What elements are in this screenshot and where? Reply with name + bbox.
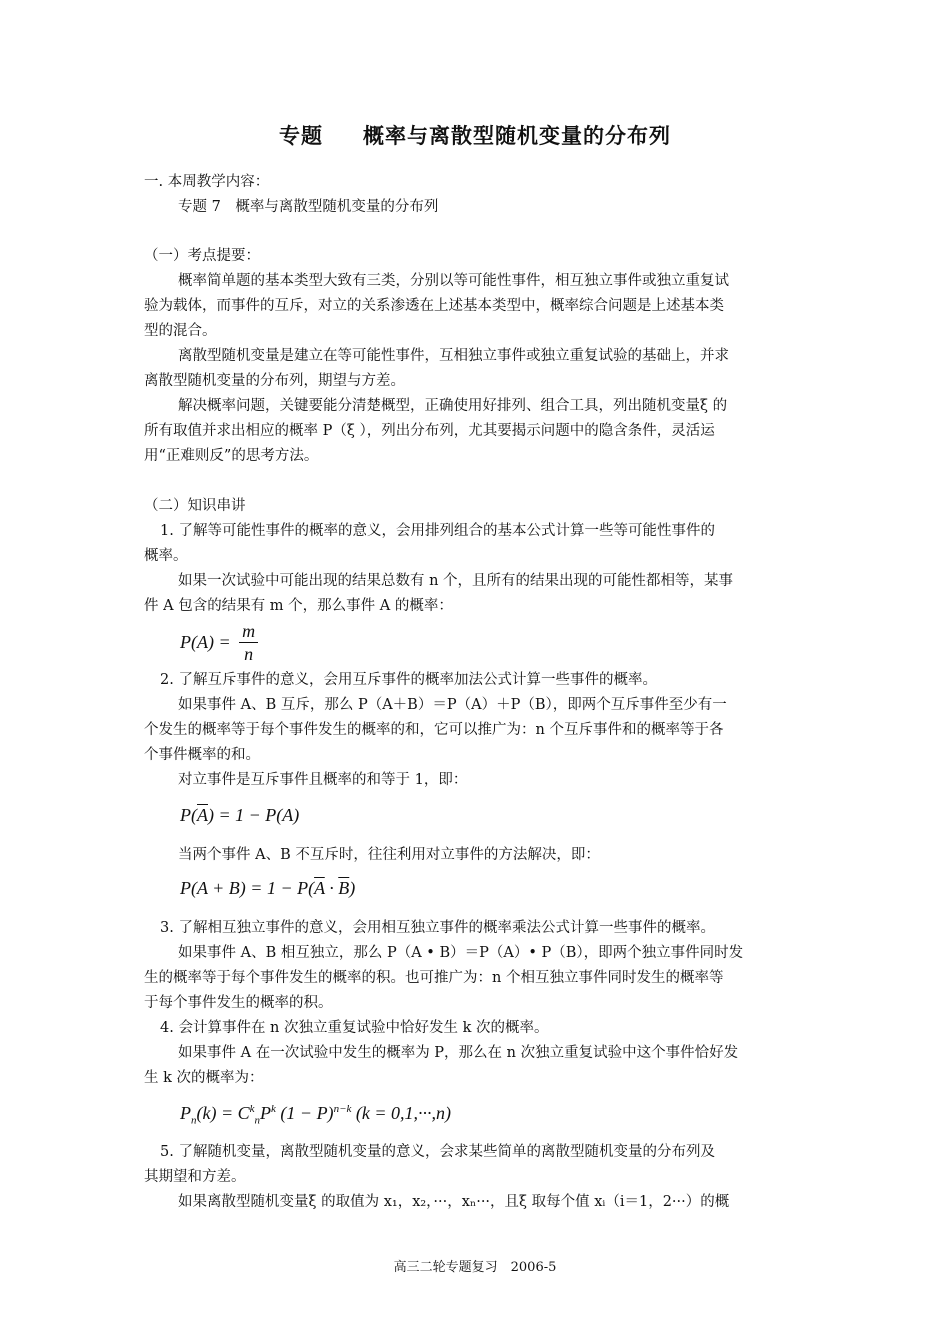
- formula-complement: [180, 805, 299, 826]
- section-heading-1: 一. 本周教学内容：: [144, 174, 270, 190]
- formula-part: $\overline{B}$: [338, 878, 350, 898]
- formula-part: ): [349, 878, 356, 898]
- title-main: 概率与离散型随机变量的分布列: [363, 124, 671, 148]
- formula-part: (k = 0,1,···,n): [351, 1103, 451, 1123]
- paragraph-line: 用“正难则反”的思考方法。: [144, 448, 319, 464]
- paragraph-line: 离散型随机变量的分布列，期望与方差。: [144, 373, 405, 389]
- formula-union-complement: [180, 878, 355, 899]
- list-item-3: 3. 了解相互独立事件的意义，会用相互独立事件的概率乘法公式计算一些事件的概率。: [160, 920, 715, 936]
- formula-binomial: [180, 1103, 451, 1127]
- denominator: n: [244, 644, 254, 664]
- paragraph-line: 件 A 包含的结果有 m 个，那么事件 A 的概率：: [144, 598, 453, 614]
- paragraph-line: 所有取值并求出相应的概率 P（ξ ），列出分布列，尤其要揭示问题中的隐含条件，灵活运: [144, 423, 715, 439]
- formula-part: C: [237, 1103, 250, 1123]
- formula-lhs: P(A) =: [180, 632, 231, 652]
- title-prefix: 专题: [279, 124, 323, 148]
- paragraph-line: 离散型随机变量是建立在等可能性事件，互相独立事件或独立重复试验的基础上，并求: [178, 348, 729, 364]
- formula-equal-probability: [180, 620, 258, 665]
- paragraph-line: 于每个事件发生的概率的积。: [144, 995, 333, 1011]
- formula-sup: n−k: [333, 1103, 352, 1115]
- formula-part: $\overline{A}$: [314, 878, 325, 898]
- formula-sub: n: [254, 1114, 261, 1127]
- list-item-2: 2. 了解互斥事件的意义，会用互斥事件的概率加法公式计算一些事件的概率。: [160, 672, 657, 688]
- numerator: m: [239, 620, 258, 643]
- formula-sub: n: [191, 1114, 197, 1127]
- paragraph-line: 解决概率问题，关键要能分清楚概型，正确使用好排列、组合工具，列出随机变量ξ 的: [178, 398, 728, 414]
- list-item-1: 1. 了解等可能性事件的概率的意义，会用排列组合的基本公式计算一些等可能性事件的: [160, 523, 715, 539]
- formula-part: P: [260, 1103, 272, 1123]
- paragraph-line: 如果事件 A、B 互斥，那么 P（A＋B）＝P（A）＋P（B），即两个互斥事件至少有一: [178, 697, 727, 713]
- formula-part: ) = 1 − P(A): [208, 805, 300, 825]
- paragraph-line: 如果事件 A、B 相互独立，那么 P（A • B）＝P（A）• P（B），即两个独立事件同时发: [178, 945, 744, 961]
- page-title: [0, 120, 950, 150]
- paragraph-line: 型的混合。: [144, 323, 217, 339]
- formula-part: P(: [180, 805, 197, 825]
- list-item-5-cont: 其期望和方差。: [144, 1169, 246, 1185]
- paragraph-line: 如果离散型随机变量ξ 的取值为 x₁，x₂，···，xₙ···，且ξ 取每个值 xᵢ（i＝1，2···）的概: [178, 1194, 730, 1210]
- section-heading-knowledge: （二）知识串讲: [144, 498, 246, 514]
- formula-part: (k) =: [196, 1103, 238, 1123]
- formula-sup: k: [271, 1103, 276, 1115]
- paragraph-line: 概率简单题的基本类型大致有三类，分别以等可能性事件，相互独立事件或独立重复试: [178, 273, 729, 289]
- paragraph-line: 验为载体，而事件的互斥，对立的关系渗透在上述基本类型中，概率综合问题是上述基本类: [144, 298, 724, 314]
- fraction: [239, 620, 258, 665]
- page-footer: 高三二轮专题复习 2006-5: [393, 1260, 557, 1275]
- list-item-1-cont: 概率。: [144, 548, 188, 564]
- paragraph-line: 个发生的概率等于每个事件发生的概率的和，它可以推广为：n 个互斥事件和的概率等于各: [144, 722, 724, 738]
- paragraph-line: 生 k 次的概率为：: [144, 1070, 264, 1086]
- formula-part: P: [180, 1103, 191, 1123]
- formula-part: P(A + B) = 1 − P(: [180, 878, 315, 898]
- paragraph-line: 个事件概率的和。: [144, 747, 260, 763]
- formula-sup: k: [249, 1103, 255, 1115]
- list-item-5: 5. 了解随机变量，离散型随机变量的意义，会求某些简单的离散型随机变量的分布列及: [160, 1144, 715, 1160]
- paragraph-line: 如果一次试验中可能出现的结果总数有 n 个，且所有的结果出现的可能性都相等，某事: [178, 573, 734, 589]
- formula-part: (1 − P): [275, 1103, 334, 1123]
- formula-part: $\overline{A}$: [197, 805, 208, 825]
- paragraph-line: 对立事件是互斥事件且概率的和等于 1，即：: [178, 772, 468, 788]
- paragraph-line: 如果事件 A 在一次试验中发生的概率为 P，那么在 n 次独立重复试验中这个事件恰好发: [178, 1045, 739, 1061]
- section-heading-key-points: （一）考点提要：: [144, 248, 260, 264]
- list-item-4: 4. 会计算事件在 n 次独立重复试验中恰好发生 k 次的概率。: [160, 1020, 549, 1036]
- paragraph-line: 生的概率等于每个事件发生的概率的积。也可推广为：n 个相互独立事件同时发生的概率等: [144, 970, 724, 986]
- section-subheading-1: 专题 7 概率与离散型随机变量的分布列: [178, 199, 439, 215]
- paragraph-line: 当两个事件 A、B 不互斥时，往往利用对立事件的方法解决，即：: [178, 847, 600, 863]
- formula-part: ·: [324, 878, 339, 898]
